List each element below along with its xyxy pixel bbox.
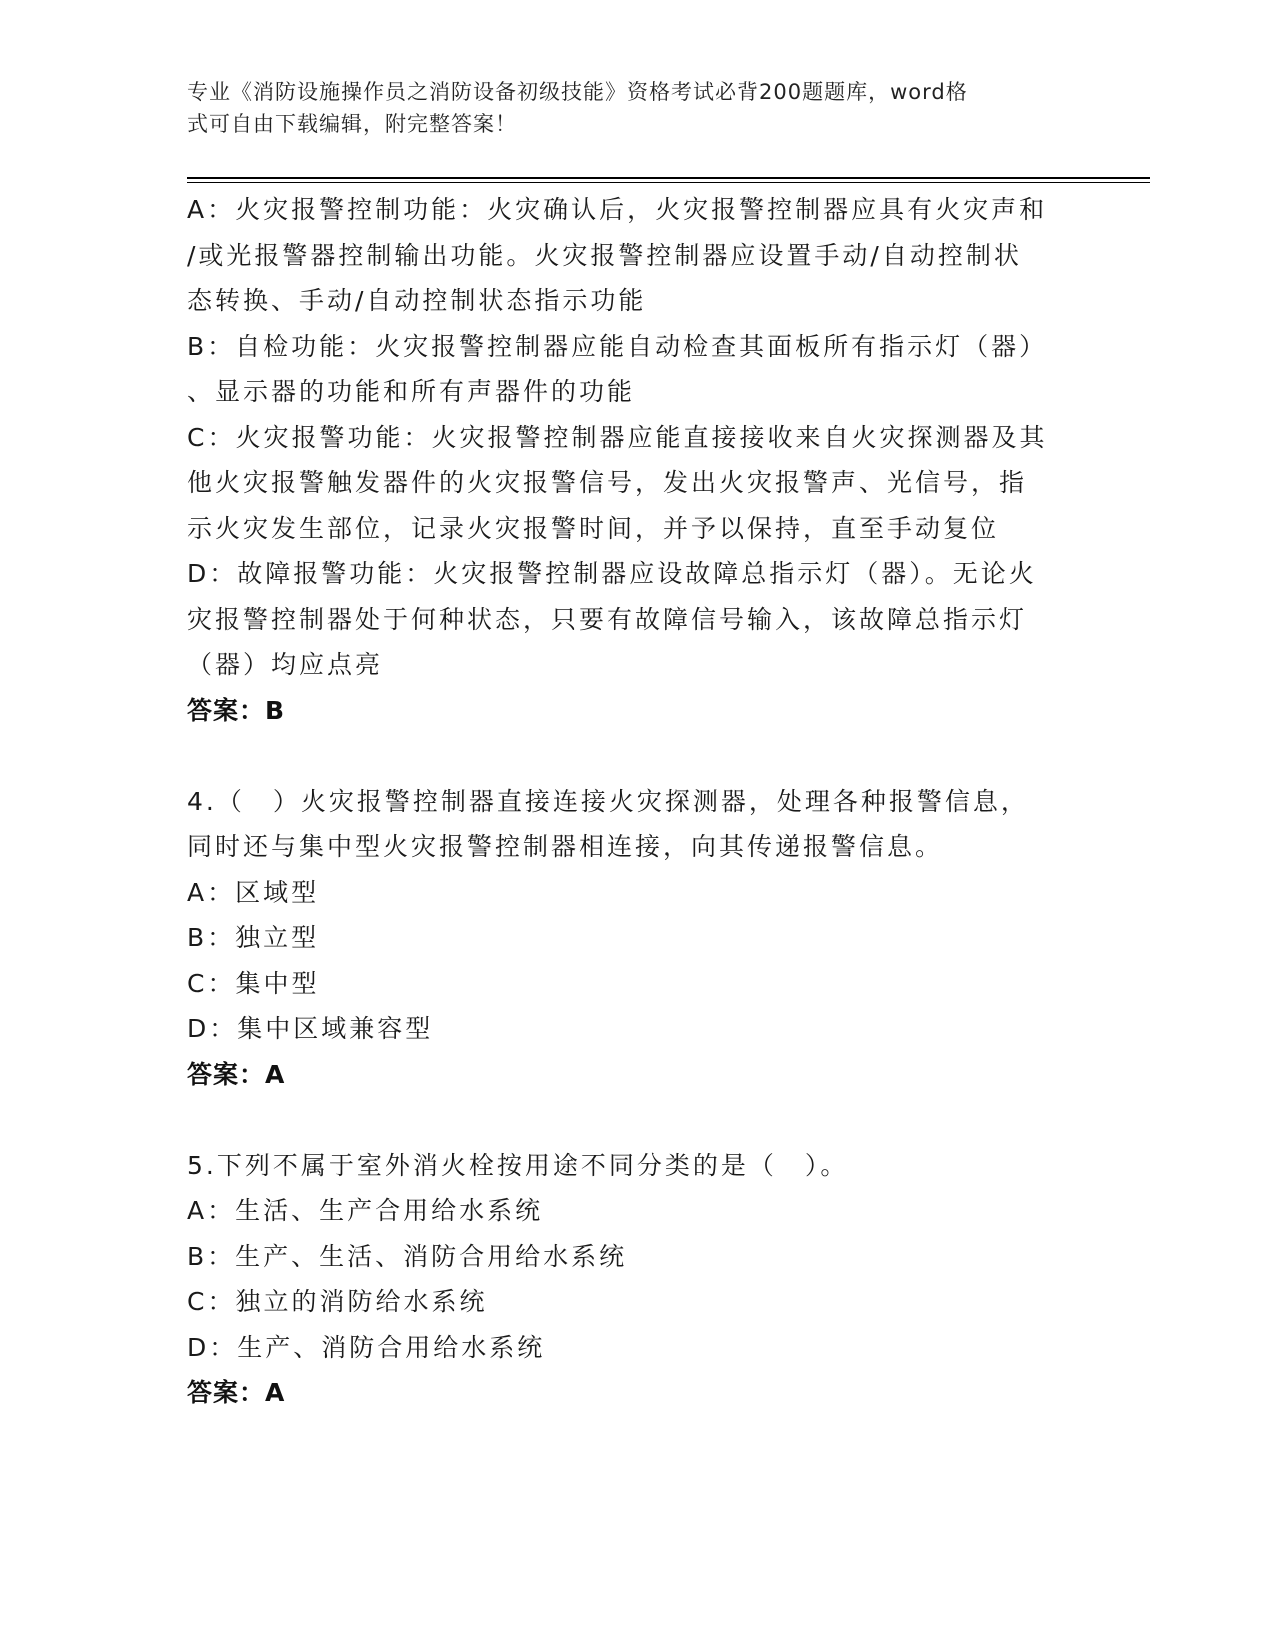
q5-option-b: B：生产、生活、消防合用给水系统 [187, 1241, 628, 1271]
document-body [187, 187, 1087, 1416]
q5-answer: 答案：A [187, 1378, 286, 1407]
option-line: 示火灾发生部位，记录火灾报警时间，并予以保持，直至手动复位 [187, 513, 1000, 543]
option-line: 灾报警控制器处于何种状态，只要有故障信号输入，该故障总指示灯 [187, 604, 1028, 634]
option-line: 他火灾报警触发器件的火灾报警信号，发出火灾报警声、光信号，指 [187, 468, 1028, 497]
q3-answer: 答案：B [187, 695, 286, 725]
option-line: D：故障报警功能：火灾报警控制器应设故障总指示灯（器）。无论火 [187, 559, 1037, 588]
option-line: C：火灾报警功能：火灾报警控制器应能直接接收来自火灾探测器及其 [187, 422, 1048, 452]
question-3 [187, 187, 1087, 733]
q3-option-d [187, 551, 1087, 688]
header-title-line-2: 式可自由下载编辑，附完整答案！ [187, 112, 517, 136]
question-4 [187, 779, 1087, 1098]
q3-option-c [187, 415, 1087, 552]
q4-option-b: B：独立型 [187, 923, 320, 952]
q5-option-d: D：生产、消防合用给水系统 [187, 1332, 546, 1362]
q5-question: 5.下列不属于室外消火栓按用途不同分类的是（ ）。 [187, 1150, 849, 1180]
option-line: A：火灾报警控制功能：火灾确认后，火灾报警控制器应具有火灾声和 [187, 195, 1048, 224]
option-line: 、显示器的功能和所有声器件的功能 [187, 377, 636, 406]
q5-option-c: C：独立的消防给水系统 [187, 1287, 488, 1316]
option-line: B：自检功能：火灾报警控制器应能自动检查其面板所有指示灯（器） [187, 331, 1048, 361]
question-5 [187, 1143, 1087, 1416]
header-divider-thin [187, 182, 1150, 183]
q4-option-c: C：集中型 [187, 968, 320, 998]
q4-option-d: D：集中区域兼容型 [187, 1014, 434, 1043]
q3-option-a [187, 187, 1087, 324]
q4-question-line-1: 4.（ ）火灾报警控制器直接连接火灾探测器，处理各种报警信息， [187, 786, 1029, 816]
document-header [187, 76, 1067, 140]
option-line: （器）均应点亮 [187, 650, 384, 679]
header-divider-thick [187, 177, 1150, 179]
q3-option-b [187, 324, 1087, 415]
q4-option-a: A：区域型 [187, 877, 320, 907]
option-line: /或光报警器控制输出功能。火灾报警控制器应设置手动/自动控制状 [187, 240, 1022, 270]
option-line: 态转换、手动/自动控制状态指示功能 [187, 286, 647, 315]
q5-option-a: A：生活、生产合用给水系统 [187, 1196, 544, 1225]
spacer [187, 733, 1087, 779]
header-title-line-1: 专业《消防设施操作员之消防设备初级技能》资格考试必背200题题库，word格 [187, 80, 968, 104]
spacer [187, 1097, 1087, 1143]
q4-answer: 答案：A [187, 1059, 286, 1089]
q4-question-line-2: 同时还与集中型火灾报警控制器相连接，向其传递报警信息。 [187, 832, 944, 861]
